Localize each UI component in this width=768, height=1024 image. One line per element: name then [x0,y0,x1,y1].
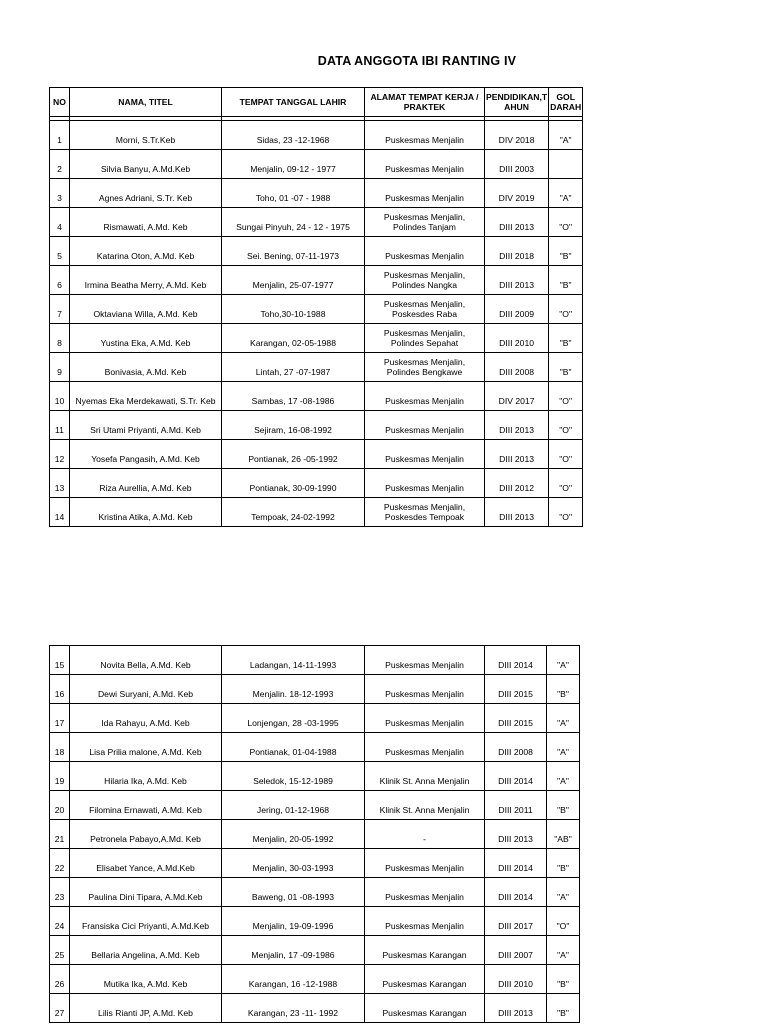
cell-nama: Bellaria Angelina, A.Md. Keb [70,936,222,965]
cell-no: 20 [50,791,70,820]
cell-nama: Lisa Prilia malone, A.Md. Keb [70,733,222,762]
cell-alamat-line1: Puskesmas Karangan [382,950,467,960]
cell-nama: Elisabet Yance, A.Md.Keb [70,849,222,878]
cell-ttl: Lonjengan, 28 -03-1995 [222,704,365,733]
cell-alamat [365,266,485,295]
cell-ttl: Sejiram, 16-08-1992 [222,411,365,440]
cell-alamat [365,382,485,411]
cell-alamat-line1: Puskesmas Menjalin [385,193,464,203]
cell-no: 8 [50,324,70,353]
table-row [50,675,580,704]
table-row [50,324,583,353]
cell-gol-darah: "A" [547,878,580,907]
cell-no: 2 [50,150,70,179]
cell-pendidikan: DIII 2009 [485,295,549,324]
cell-gol-darah: "O" [549,208,583,237]
cell-gol-darah: "A" [547,733,580,762]
cell-nama: Irmina Beatha Merry, A.Md. Keb [70,266,222,295]
table-row [50,411,583,440]
cell-alamat-line1: Puskesmas Menjalin, [383,299,466,309]
cell-alamat [365,646,485,675]
cell-nama: Filomina Ernawati, A.Md. Keb [70,791,222,820]
cell-alamat-line1: Puskesmas Menjalin [385,689,464,699]
table-row [50,762,580,791]
table-body-2 [50,646,580,1023]
cell-no: 9 [50,353,70,382]
table-header-row [50,88,583,117]
cell-alamat-line1: Klinik St. Anna Menjalin [379,776,470,786]
table-row [50,791,580,820]
cell-pendidikan: DIII 2013 [485,820,547,849]
cell-no: 3 [50,179,70,208]
cell-alamat [365,820,485,849]
cell-alamat [365,353,485,382]
cell-alamat-line1: Puskesmas Menjalin [385,483,464,493]
cell-alamat [365,411,485,440]
cell-no: 27 [50,994,70,1023]
cell-ttl: Pontianak, 30-09-1990 [222,469,365,498]
cell-ttl: Sei. Bening, 07-11-1973 [222,237,365,266]
cell-alamat-line2: Polindes Bengkawe [386,367,463,377]
cell-alamat-line1: Puskesmas Menjalin [385,747,464,757]
table-row [50,295,583,324]
table-row [50,121,583,150]
cell-nama: Hilaria Ika, A.Md. Keb [70,762,222,791]
cell-pendidikan: DIII 2013 [485,208,549,237]
header-ttl: TEMPAT TANGGAL LAHIR [222,88,365,117]
cell-alamat-line1: Puskesmas Karangan [382,979,467,989]
cell-nama: Yustina Eka, A.Md. Keb [70,324,222,353]
table-row [50,965,580,994]
cell-pendidikan: DIII 2013 [485,440,549,469]
cell-no: 10 [50,382,70,411]
cell-no: 18 [50,733,70,762]
cell-nama: Yosefa Pangasih, A.Md. Keb [70,440,222,469]
cell-ttl: Karangan, 16 -12-1988 [222,965,365,994]
cell-nama: Agnes Adriani, S.Tr. Keb [70,179,222,208]
cell-alamat-line1: - [423,834,426,844]
cell-alamat [365,237,485,266]
cell-gol-darah: "A" [547,704,580,733]
member-table-2 [49,645,580,1023]
cell-pendidikan: DIII 2018 [485,237,549,266]
cell-alamat-line1: Puskesmas Menjalin [385,863,464,873]
cell-gol-darah: "A" [549,179,583,208]
cell-no: 24 [50,907,70,936]
cell-gol-darah: "O" [549,295,583,324]
cell-alamat-line1: Puskesmas Menjalin [385,454,464,464]
cell-alamat-line1: Puskesmas Menjalin [385,660,464,670]
cell-no: 19 [50,762,70,791]
cell-no: 13 [50,469,70,498]
cell-pendidikan: DIII 2014 [485,849,547,878]
cell-pendidikan: DIII 2013 [485,498,549,527]
cell-no: 1 [50,121,70,150]
table-row [50,994,580,1023]
cell-no: 22 [50,849,70,878]
cell-nama: Riza Aurellia, A.Md. Keb [70,469,222,498]
cell-pendidikan: DIII 2013 [485,266,549,295]
cell-no: 12 [50,440,70,469]
cell-gol-darah: "B" [547,965,580,994]
cell-alamat [365,498,485,527]
cell-alamat-line1: Puskesmas Menjalin, [383,502,466,512]
cell-ttl: Sambas, 17 -08-1986 [222,382,365,411]
cell-alamat-line1: Puskesmas Menjalin, [383,328,466,338]
cell-ttl: Menjalin, 25-07-1977 [222,266,365,295]
cell-nama: Morni, S.Tr.Keb [70,121,222,150]
cell-no: 16 [50,675,70,704]
cell-gol-darah: "A" [547,936,580,965]
cell-alamat [365,675,485,704]
cell-alamat [365,733,485,762]
cell-gol-darah: "B" [549,237,583,266]
cell-gol-darah: "O" [547,907,580,936]
table-row [50,150,583,179]
table-row [50,704,580,733]
cell-pendidikan: DIII 2015 [485,704,547,733]
cell-gol-darah: "A" [547,646,580,675]
cell-alamat [365,295,485,324]
cell-ttl: Karangan, 23 -11- 1992 [222,994,365,1023]
document-title: DATA ANGGOTA IBI RANTING IV [317,54,517,68]
cell-nama: Novita Bella, A.Md. Keb [70,646,222,675]
cell-pendidikan: DIII 2010 [485,965,547,994]
cell-nama: Nyemas Eka Merdekawati, S.Tr. Keb [70,382,222,411]
header-no: NO [50,88,70,117]
cell-alamat-line1: Puskesmas Menjalin, [383,270,466,280]
cell-pendidikan: DIII 2013 [485,411,549,440]
table-row [50,353,583,382]
cell-alamat-line1: Puskesmas Menjalin [385,718,464,728]
cell-nama: Ida Rahayu, A.Md. Keb [70,704,222,733]
cell-gol-darah: "O" [549,411,583,440]
table-row [50,907,580,936]
cell-gol-darah: "A" [549,121,583,150]
cell-alamat-line1: Puskesmas Menjalin [385,425,464,435]
cell-nama: Katarina Oton, A.Md. Keb [70,237,222,266]
cell-gol-darah: "B" [549,324,583,353]
cell-ttl: Seledok, 15-12-1989 [222,762,365,791]
cell-no: 25 [50,936,70,965]
cell-ttl: Menjalin, 20-05-1992 [222,820,365,849]
table-row [50,820,580,849]
cell-gol-darah: "B" [547,675,580,704]
cell-pendidikan: DIII 2007 [485,936,547,965]
cell-alamat-line1: Puskesmas Menjalin [385,921,464,931]
table-row [50,936,580,965]
cell-alamat-line1: Puskesmas Karangan [382,1008,467,1018]
cell-alamat-line1: Puskesmas Menjalin [385,164,464,174]
table-row [50,382,583,411]
cell-no: 4 [50,208,70,237]
cell-no: 11 [50,411,70,440]
cell-alamat [365,878,485,907]
cell-no: 5 [50,237,70,266]
cell-pendidikan: DIV 2018 [485,121,549,150]
cell-gol-darah: "AB" [547,820,580,849]
cell-nama: Silvia Banyu, A.Md.Keb [70,150,222,179]
cell-alamat [365,121,485,150]
cell-alamat-line1: Puskesmas Menjalin [385,135,464,145]
cell-alamat [365,936,485,965]
cell-alamat [365,208,485,237]
cell-pendidikan: DIII 2008 [485,353,549,382]
table-row [50,849,580,878]
cell-alamat-line1: Puskesmas Menjalin [385,251,464,261]
cell-pendidikan: DIV 2017 [485,382,549,411]
cell-nama: Lilis Rianti JP, A.Md. Keb [70,994,222,1023]
cell-ttl: Sungai Pinyuh, 24 - 12 - 1975 [222,208,365,237]
cell-pendidikan: DIII 2014 [485,646,547,675]
cell-gol-darah: "O" [549,440,583,469]
cell-gol-darah: "B" [549,266,583,295]
cell-gol-darah: "B" [547,849,580,878]
cell-nama: Oktaviana Willa, A.Md. Keb [70,295,222,324]
cell-no: 26 [50,965,70,994]
cell-pendidikan: DIII 2003 [485,150,549,179]
cell-alamat [365,849,485,878]
table-row [50,469,583,498]
cell-alamat-line1: Klinik St. Anna Menjalin [379,805,470,815]
cell-alamat-line2: Polindes Sepahat [390,338,459,348]
cell-no: 23 [50,878,70,907]
cell-alamat [365,324,485,353]
cell-pendidikan: DIII 2011 [485,791,547,820]
cell-alamat-line1: Puskesmas Menjalin [385,892,464,902]
cell-no: 7 [50,295,70,324]
cell-alamat-line2: Poskesdes Tempoak [384,512,465,522]
cell-alamat [365,704,485,733]
table-row [50,179,583,208]
cell-gol-darah: "O" [549,382,583,411]
table-row [50,733,580,762]
cell-alamat-line1: Puskesmas Menjalin, [383,212,466,222]
cell-ttl: Lintah, 27 -07-1987 [222,353,365,382]
cell-gol-darah: "B" [547,994,580,1023]
cell-alamat-line1: Puskesmas Menjalin, [383,357,466,367]
cell-nama: Fransiska Cici Priyanti, A.Md.Keb [70,907,222,936]
cell-pendidikan: DIII 2015 [485,675,547,704]
cell-nama: Mutika Ika, A.Md. Keb [70,965,222,994]
table-row [50,878,580,907]
cell-no: 6 [50,266,70,295]
cell-alamat [365,469,485,498]
cell-nama: Sri Utami Priyanti, A.Md. Keb [70,411,222,440]
table-row [50,440,583,469]
cell-nama: Bonivasia, A.Md. Keb [70,353,222,382]
cell-pendidikan: DIII 2012 [485,469,549,498]
cell-ttl: Pontianak, 01-04-1988 [222,733,365,762]
cell-gol-darah: "O" [549,469,583,498]
cell-ttl: Tempoak, 24-02-1992 [222,498,365,527]
cell-ttl: Menjalin, 09-12 - 1977 [222,150,365,179]
cell-alamat [365,762,485,791]
cell-ttl: Menjalin, 30-03-1993 [222,849,365,878]
cell-ttl: Sidas, 23 -12-1968 [222,121,365,150]
cell-ttl: Karangan, 02-05-1988 [222,324,365,353]
cell-alamat-line2: Poskesdes Raba [392,309,457,319]
cell-nama: Dewi Suryani, A.Md. Keb [70,675,222,704]
table-row [50,646,580,675]
cell-ttl: Menjalin, 19-09-1996 [222,907,365,936]
cell-alamat [365,791,485,820]
cell-gol-darah: "B" [549,353,583,382]
cell-pendidikan: DIII 2013 [485,994,547,1023]
cell-no: 21 [50,820,70,849]
cell-gol-darah: "A" [547,762,580,791]
cell-nama: Paulina Dini Tipara, A.Md.Keb [70,878,222,907]
table-row [50,498,583,527]
table-body-1 [50,117,583,527]
cell-ttl: Ladangan, 14-11-1993 [222,646,365,675]
cell-alamat [365,907,485,936]
table-row [50,237,583,266]
cell-ttl: Menjalin, 17 -09-1986 [222,936,365,965]
member-table-1 [49,87,583,527]
cell-pendidikan: DIII 2010 [485,324,549,353]
cell-alamat-line2: Polindes Nangka [392,280,457,290]
cell-ttl: Menjalin. 18-12-1993 [222,675,365,704]
header-gol-darah: GOL DARAH [549,88,583,117]
cell-alamat [365,440,485,469]
cell-pendidikan: DIII 2014 [485,878,547,907]
cell-pendidikan: DIII 2008 [485,733,547,762]
cell-pendidikan: DIV 2019 [485,179,549,208]
cell-pendidikan: DIII 2017 [485,907,547,936]
cell-ttl: Pontianak, 26 -05-1992 [222,440,365,469]
header-pendidikan: PENDIDIKAN,T AHUN [485,88,549,117]
cell-ttl: Toho,30-10-1988 [222,295,365,324]
cell-ttl: Baweng, 01 -08-1993 [222,878,365,907]
cell-no: 17 [50,704,70,733]
cell-nama: Kristina Atika, A.Md. Keb [70,498,222,527]
cell-no: 14 [50,498,70,527]
cell-gol-darah: "B" [547,791,580,820]
cell-gol-darah [549,150,583,179]
cell-alamat [365,179,485,208]
table-row [50,266,583,295]
cell-gol-darah: "O" [549,498,583,527]
header-nama: NAMA, TITEL [70,88,222,117]
cell-nama: Petronela Pabayo,A.Md. Keb [70,820,222,849]
header-alamat: ALAMAT TEMPAT KERJA / PRAKTEK [365,88,485,117]
cell-alamat [365,994,485,1023]
cell-ttl: Jering, 01-12-1968 [222,791,365,820]
cell-pendidikan: DIII 2014 [485,762,547,791]
cell-ttl: Toho, 01 -07 - 1988 [222,179,365,208]
cell-alamat-line2: Polindes Tanjam [393,222,456,232]
cell-alamat [365,150,485,179]
cell-alamat [365,965,485,994]
cell-alamat-line1: Puskesmas Menjalin [385,396,464,406]
cell-nama: Rismawati, A.Md. Keb [70,208,222,237]
table-row [50,208,583,237]
cell-no: 15 [50,646,70,675]
